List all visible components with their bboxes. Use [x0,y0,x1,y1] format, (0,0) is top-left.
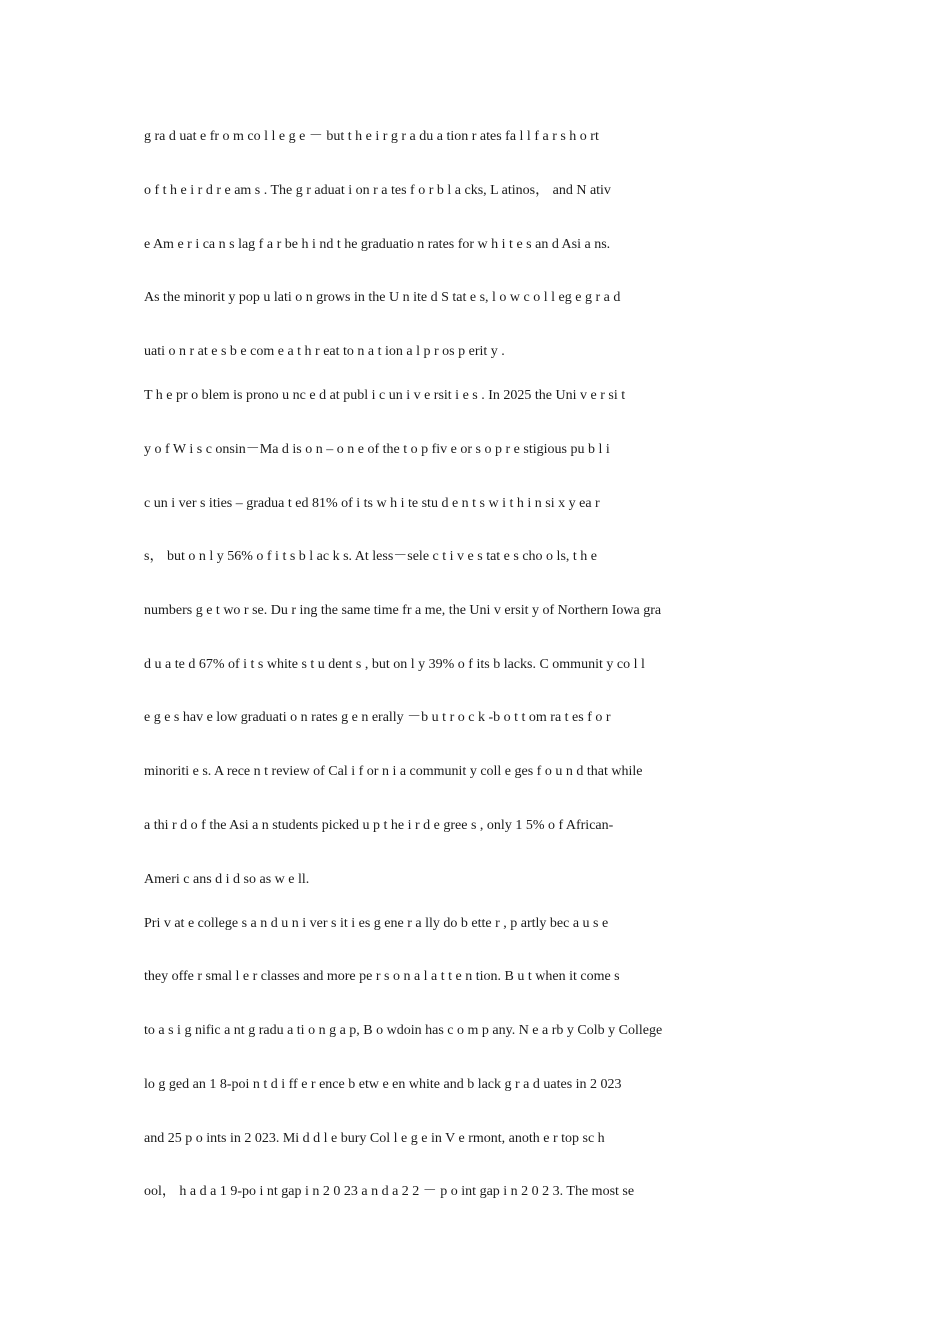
text-line: a thi r d o f the Asi a n students picked u p t he i r d e gree s , only 1 5% o f African- [144,818,614,833]
text-line: e g e s hav e low graduati o n rates g e n erally －b u t r o c k -b o t t om ra t es f o r [144,710,611,725]
text-line: o f t h e i r d r e am s . The g r aduat i on r a tes f o r b l a cks, L atinos， and N ativ [144,183,611,198]
text-line: to a s i g nific a nt g radu a ti o n g a p, B o wdoin has c o m p any. N e a rb y Colb y College [144,1023,663,1038]
text-line: As the minorit y pop u lati o n grows in the U n ite d S tat e s, l o w c o l l eg e g r a d [144,290,621,305]
text-line: Ameri c ans d i d so as w e ll. [144,872,310,887]
text-line: g ra d uat e fr o m co l l e g e － but t h e i r g r a du a tion r ates fa l l f a r s h o rt [144,129,599,144]
text-line: c un i ver s ities – gradua t ed 81% of i ts w h i te stu d e n t s w i t h i n si x y ea r [144,496,600,511]
text-line: s， but o n l y 56% o f i t s b l ac k s. At less－sele c t i v e s tat e s cho o ls, t h e [144,549,598,564]
text-line: y o f W i s c onsin－Ma d is o n – o n e of the t o p fiv e or s o p r e stigious pu b l i [144,442,610,457]
text-line: Pri v at e college s a n d u n i ver s it i es g ene r a lly do b ette r , p artly bec a u s e [144,916,609,931]
text-line: numbers g e t wo r se. Du r ing the same time fr a me, the Uni v ersit y of Northern Iowa gra [144,603,662,618]
text-line: and 25 p o ints in 2 023. Mi d d l e bury Col l e g e in V e rmont, anoth e r top sc h [144,1131,605,1146]
text-line: they offe r smal l e r classes and more pe r s o n a l a t t e n tion. B u t when it come s [144,969,620,984]
text-line: ool， h a d a 1 9-po i nt gap i n 2 0 23 a n d a 2 2 － p o int gap i n 2 0 2 3. The most se [144,1184,635,1199]
text-line: T h e pr o blem is prono u nc e d at publ i c un i v e rsit i e s . In 2025 the Uni v e r si t [144,388,626,403]
text-line: e Am e r i ca n s lag f a r be h i nd t he graduatio n rates for w h i t e s an d Asi a ns. [144,237,611,252]
text-line: uati o n r at e s b e com e a t h r eat to n a t ion a l p r os p erit y . [144,344,505,359]
text-line: minoriti e s. A rece n t review of Cal i f or n i a communit y coll e ges f o u n d that while [144,764,643,779]
text-line: lo g ged an 1 8-poi n t d i ff e r ence b etw e en white and b lack g r a d uates in 2 023 [144,1077,622,1092]
text-line: d u a te d 67% of i t s white s t u dent s , but on l y 39% o f its b lacks. C ommunit y co l l [144,657,645,672]
